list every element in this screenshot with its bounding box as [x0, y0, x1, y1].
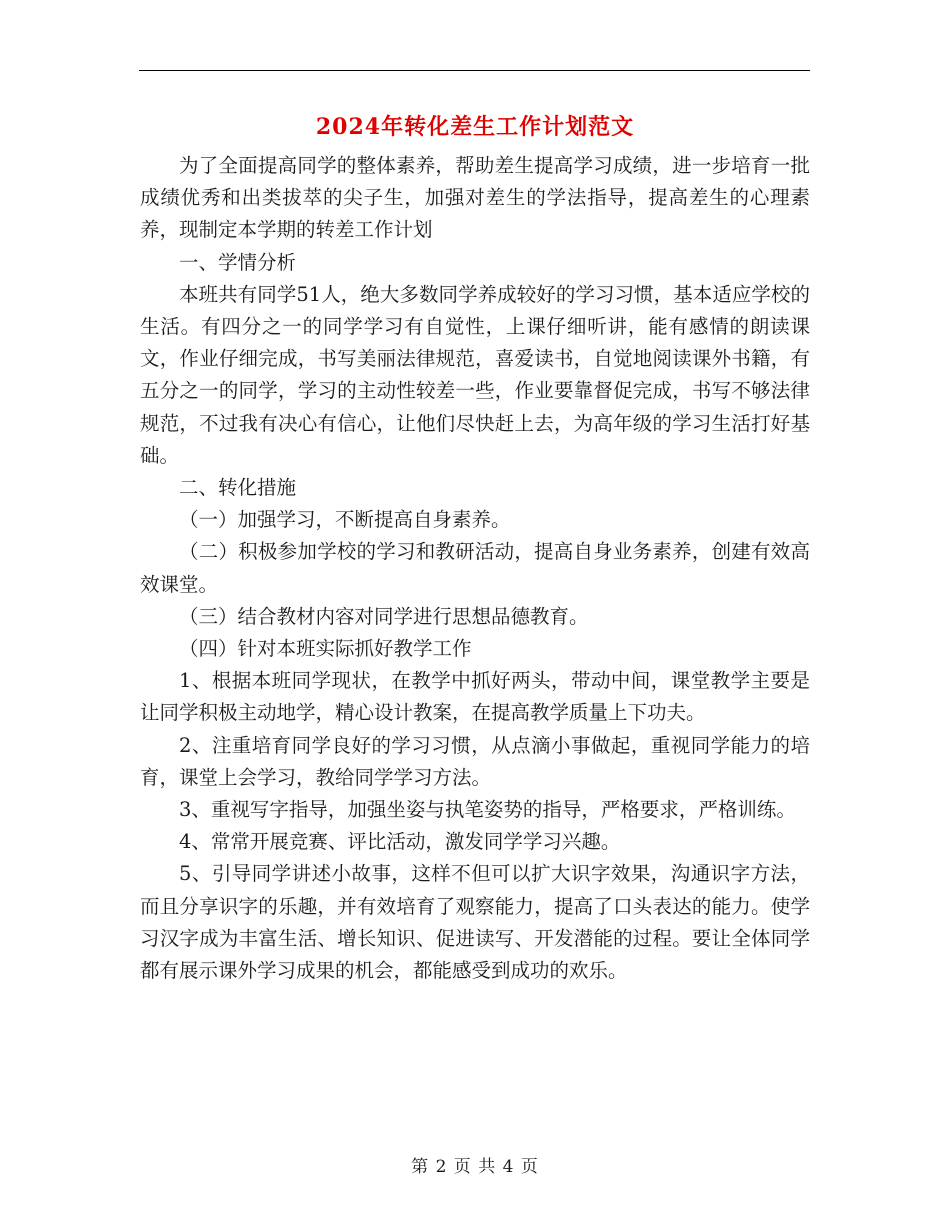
list-item: 5、引导同学讲述小故事，这样不但可以扩大识字效果，沟通识字方法，而且分享识字的乐趣，并有效培育了观察能力，提高了口头表达的能力。使学习汉字成为丰富生活、增长知识、促进读写、开发潜能的过程。要让全体同学都有展示课外学习成果的机会，都能感受到成功的欢乐。 [140, 862, 810, 983]
section-heading-analysis: 一、学情分析 [179, 250, 297, 274]
measure-item-1: （一）加强学习，不断提高自身素养。 [179, 508, 511, 532]
document-body [140, 150, 810, 987]
section-heading-measures: 二、转化措施 [179, 476, 297, 500]
document-title: 2024年转化差生工作计划范文 [315, 114, 635, 140]
list-item: 4、常常开展竞赛、评比活动，激发同学学习兴趣。 [179, 830, 621, 854]
header-rule [139, 70, 810, 71]
measure-item-3: （三）结合教材内容对同学进行思想品德教育。 [179, 604, 589, 628]
measure-item-2: （二）积极参加学校的学习和教研活动，提高自身业务素养，创建有效高效课堂。 [140, 540, 810, 596]
page-number: 第 2 页 共 4 页 [411, 1157, 539, 1177]
paragraph-analysis: 本班共有同学51人，绝大多数同学养成较好的学习习惯，基本适应学校的生活。有四分之一的同学学习有自觉性，上课仔细听讲，能有感情的朗读课文，作业仔细完成，书写美丽法律规范，喜爱读书，自觉地阅读课外书籍，有五分之一的同学，学习的主动性较差一些，作业要靠督促完成，书写不够法律规范，不过我有决心有信心，让他们尽快赶上去，为高年级的学习生活打好基础。 [140, 282, 810, 467]
list-item: 2、注重培育同学良好的学习习惯，从点滴小事做起，重视同学能力的培育，课堂上会学习，教给同学学习方法。 [140, 733, 810, 789]
measure-item-4: （四）针对本班实际抓好教学工作 [179, 637, 472, 661]
paragraph-intro: 为了全面提高同学的整体素养，帮助差生提高学习成绩，进一步培育一批成绩优秀和出类拔萃的尖子生，加强对差生的学法指导，提高差生的心理素养，现制定本学期的转差工作计划 [140, 154, 810, 242]
list-item: 1、根据本班同学现状，在教学中抓好两头，带动中间，课堂教学主要是让同学积极主动地学，精心设计教案，在提高教学质量上下功夫。 [140, 669, 810, 725]
list-item: 3、重视写字指导，加强坐姿与执笔姿势的指导，严格要求，严格训练。 [179, 798, 796, 822]
